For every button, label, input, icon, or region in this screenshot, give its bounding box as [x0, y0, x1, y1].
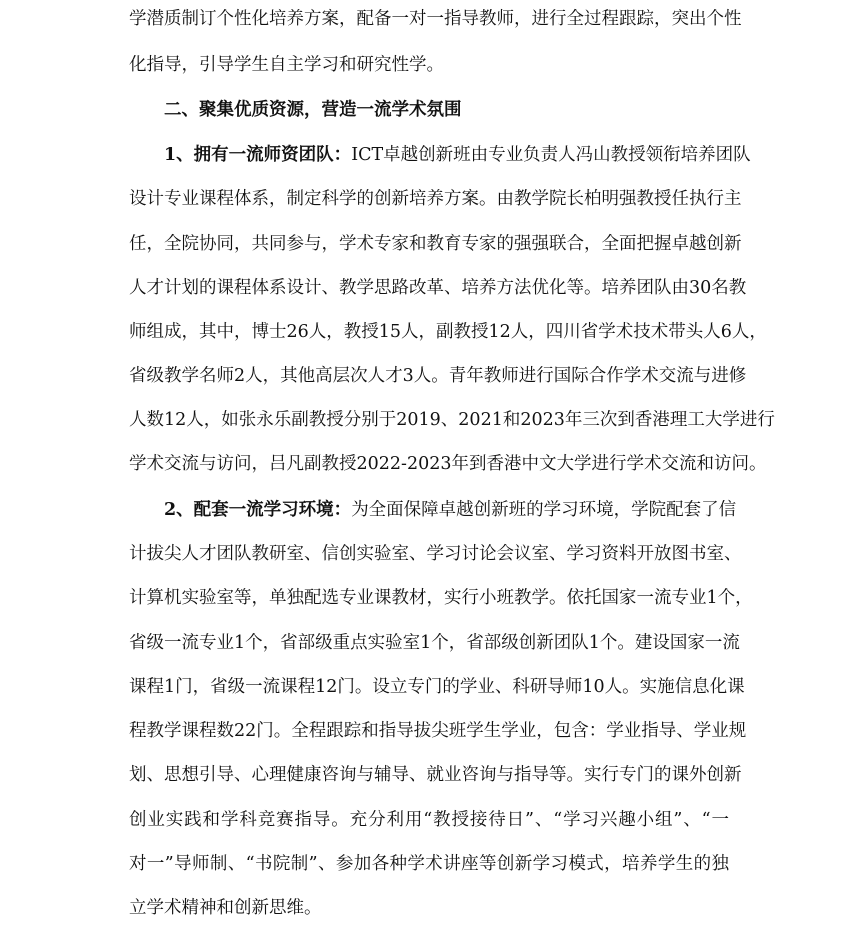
body-text-line: 立学术精神和创新思维。	[129, 898, 322, 918]
item-lead: 1、拥有一流师资团队：	[164, 145, 352, 165]
body-text-line: 对一”导师制、“书院制”、参加各种学术讲座等创新学习模式，培养学生的独	[129, 854, 729, 874]
body-text: 为全面保障卓越创新班的学习环境，学院配套了信	[351, 500, 737, 520]
body-text-line: 人才计划的课程体系设计、教学思路改革、培养方法优化等。培养团队由30名教	[129, 278, 747, 298]
body-text-line: 课程1门，省级一流课程12门。设立专门的学业、科研导师10人。实施信息化课	[129, 677, 745, 697]
body-text-line: 省级一流专业1个，省部级重点实验室1个，省部级创新团队1个。建设国家一流	[129, 633, 740, 653]
section-heading: 二、聚集优质资源，营造一流学术氛围	[164, 100, 462, 120]
body-text-line: 学潜质制订个性化培养方案，配备一对一指导教师，进行全过程跟踪，突出个性	[129, 9, 742, 29]
paragraph-first-line	[129, 140, 751, 170]
body-text: ICT卓越创新班由专业负责人冯山教授领衔培养团队	[351, 145, 751, 165]
paragraph-first-line	[129, 495, 737, 525]
body-text-line: 省级教学名师2人，其他高层次人才3人。青年教师进行国际合作学术交流与进修	[129, 366, 747, 386]
body-text-line: 划、思想引导、心理健康咨询与辅导、就业咨询与指导等。实行专门的课外创新	[129, 765, 742, 785]
body-text-line: 设计专业课程体系，制定科学的创新培养方案。由教学院长柏明强教授任执行主	[129, 189, 742, 209]
body-text-line: 计拔尖人才团队教研室、信创实验室、学习讨论会议室、学习资料开放图书室、	[129, 544, 742, 564]
body-text-line: 化指导，引导学生自主学习和研究性学。	[129, 55, 444, 75]
body-text-line: 创业实践和学科竞赛指导。充分利用“教授接待日”、“学习兴趣小组”、“一	[129, 810, 729, 830]
body-text-line: 任，全院协同，共同参与，学术专家和教育专家的强强联合，全面把握卓越创新	[129, 234, 742, 254]
body-text-line: 计算机实验室等，单独配选专业课教材，实行小班教学。依托国家一流专业1个，	[129, 588, 753, 608]
body-text-line: 学术交流与访问，吕凡副教授2022-2023年到香港中文大学进行学术交流和访问。	[129, 454, 767, 474]
body-text-line: 人数12人，如张永乐副教授分别于2019、2021和2023年三次到香港理工大学进行	[129, 410, 775, 430]
body-text-line: 程教学课程数22门。全程跟踪和指导拔尖班学生学业，包含：学业指导、学业规	[129, 721, 747, 741]
body-text-line: 师组成，其中，博士26人，教授15人，副教授12人，四川省学术技术带头人6人，	[129, 322, 767, 342]
item-lead: 2、配套一流学习环境：	[164, 500, 352, 520]
